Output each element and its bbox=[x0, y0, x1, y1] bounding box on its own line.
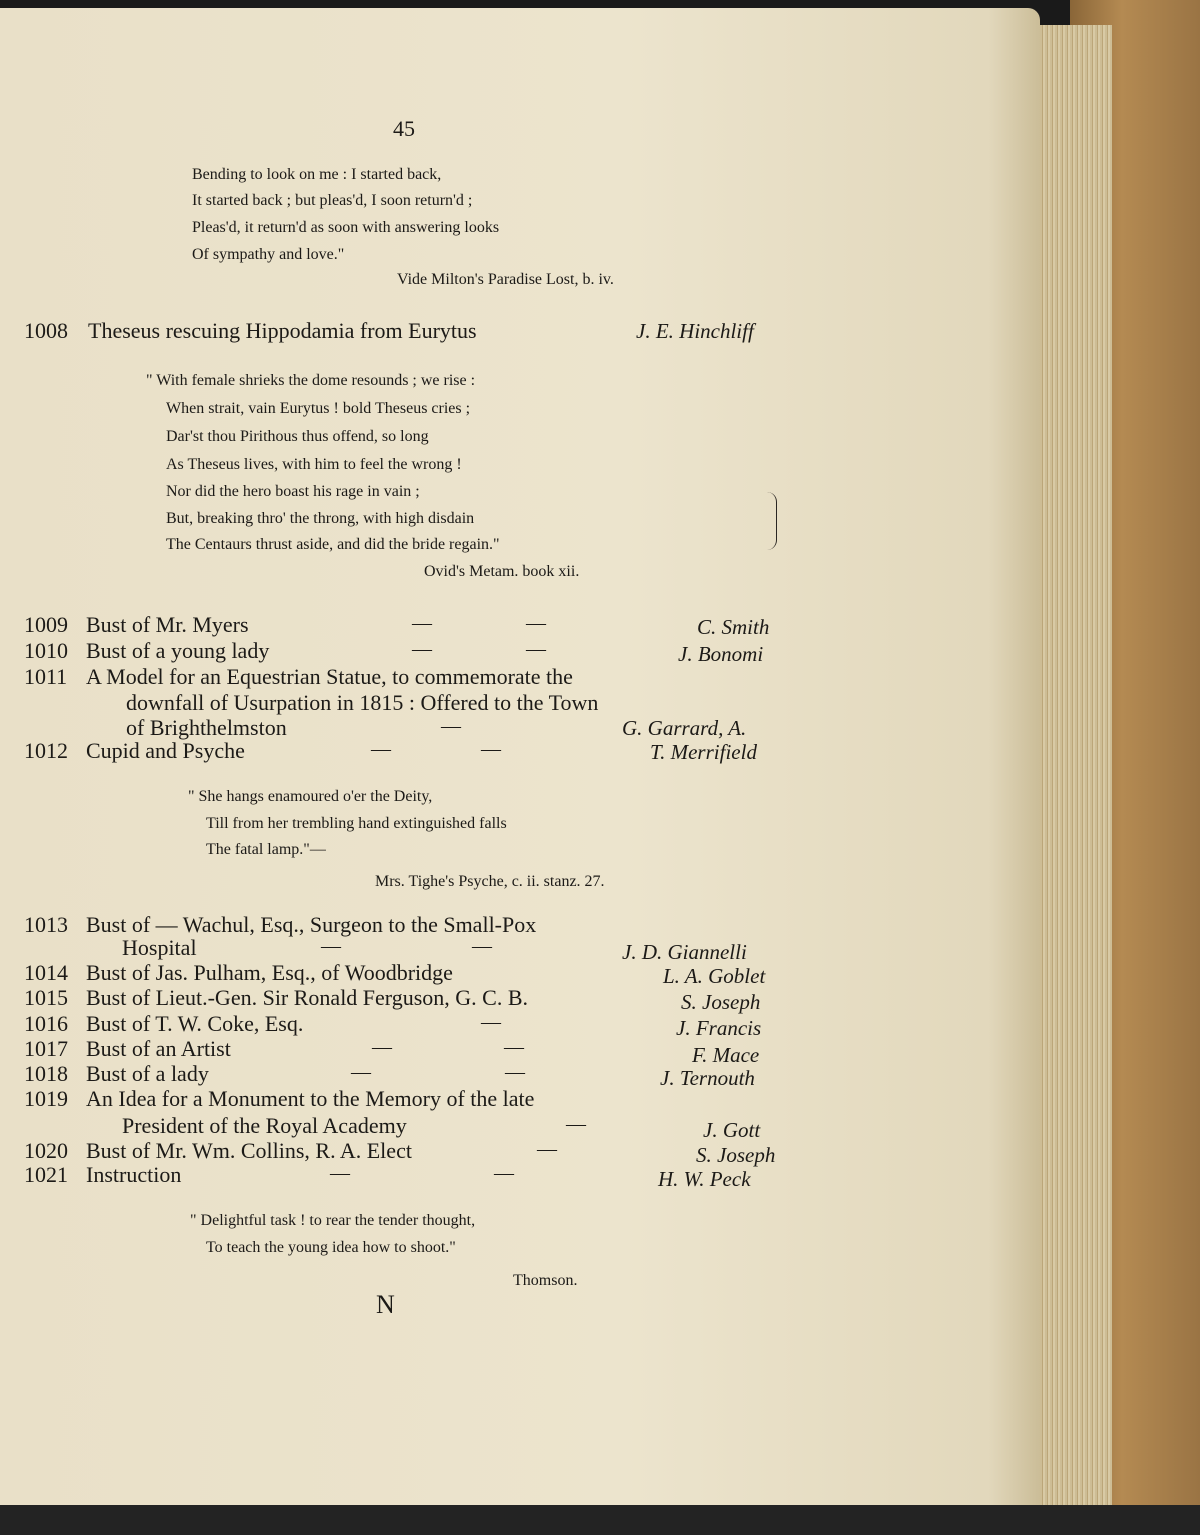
dash: — bbox=[494, 1162, 514, 1184]
entry-number: 1011 bbox=[24, 664, 68, 689]
entry-title-line: downfall of Usurpation in 1815 : Offered to the Town bbox=[126, 690, 599, 715]
entry-number: 1018 bbox=[24, 1061, 68, 1086]
quote2-line: But, breaking thro' the throng, with high disdain bbox=[166, 510, 475, 527]
entry-number: 1010 bbox=[24, 638, 68, 663]
entry-title-line: Hospital bbox=[122, 935, 197, 960]
quote2-source: Ovid's Metam. book xii. bbox=[424, 563, 580, 580]
dash: — bbox=[441, 715, 461, 737]
dash: — bbox=[505, 1061, 525, 1083]
quote4-line: To teach the young idea how to shoot." bbox=[206, 1239, 456, 1256]
dash: — bbox=[330, 1162, 350, 1184]
entry-title: Bust of a young lady bbox=[86, 638, 270, 663]
quote1-line: Pleas'd, it return'd as soon with answering looks bbox=[192, 219, 500, 236]
entry-title: Instruction bbox=[86, 1162, 182, 1187]
entry-artist: S. Joseph bbox=[681, 990, 761, 1014]
quote3-line: Till from her trembling hand extinguished falls bbox=[206, 815, 507, 832]
entry-number: 1019 bbox=[24, 1086, 68, 1111]
quote2-line: Dar'st thou Pirithous thus offend, so long bbox=[166, 428, 429, 445]
quote1-line: Of sympathy and love." bbox=[192, 246, 345, 263]
entry-artist: J. Bonomi bbox=[678, 642, 764, 666]
entry-title-line: President of the Royal Academy bbox=[122, 1113, 407, 1138]
quote3-line: " She hangs enamoured o'er the Deity, bbox=[188, 788, 433, 805]
quote2-line: As Theseus lives, with him to feel the wrong ! bbox=[166, 456, 462, 473]
dash: — bbox=[504, 1036, 524, 1058]
entry-title: Bust of Jas. Pulham, Esq., of Woodbridge bbox=[86, 960, 453, 985]
entry-title: Bust of an Artist bbox=[86, 1036, 231, 1061]
quote2-line: Nor did the hero boast his rage in vain ; bbox=[166, 483, 420, 500]
dash: — bbox=[412, 612, 432, 634]
quote2-line: The Centaurs thrust aside, and did the bride regain." bbox=[166, 536, 500, 553]
quote3-line: The fatal lamp."— bbox=[206, 841, 326, 858]
entry-number: 1012 bbox=[24, 738, 68, 763]
entry-number: 1015 bbox=[24, 985, 68, 1010]
quote1-source: Vide Milton's Paradise Lost, b. iv. bbox=[397, 271, 614, 288]
quote3-source: Mrs. Tighe's Psyche, c. ii. stanz. 27. bbox=[375, 873, 605, 890]
dash: — bbox=[371, 738, 391, 760]
entry-number: 1013 bbox=[24, 912, 68, 937]
quote1-line: It started back ; but pleas'd, I soon return'd ; bbox=[192, 192, 473, 209]
entry-artist: L. A. Goblet bbox=[663, 964, 766, 988]
entry-title-line: of Brighthelmston bbox=[126, 715, 287, 740]
entry-title: Bust of Mr. Myers bbox=[86, 612, 249, 637]
triplet-brace bbox=[766, 492, 777, 550]
dash: — bbox=[481, 738, 501, 760]
dash: — bbox=[526, 612, 546, 634]
dash: — bbox=[412, 638, 432, 660]
entry-number: 1017 bbox=[24, 1036, 68, 1061]
entry-title: Bust of Lieut.-Gen. Sir Ronald Ferguson, G. C. B. bbox=[86, 985, 529, 1010]
entry-artist: S. Joseph bbox=[696, 1143, 776, 1167]
entry-title: Cupid and Psyche bbox=[86, 738, 245, 763]
dash: — bbox=[526, 638, 546, 660]
dash: — bbox=[372, 1036, 392, 1058]
entry-number: 1009 bbox=[24, 612, 68, 637]
entry-title-line: Bust of — Wachul, Esq., Surgeon to the Small-Pox bbox=[86, 912, 537, 937]
quote4-line: " Delightful task ! to rear the tender thought, bbox=[190, 1212, 476, 1229]
entry-artist: C. Smith bbox=[697, 615, 770, 639]
entry-number: 1021 bbox=[24, 1162, 68, 1187]
entry-title: Theseus rescuing Hippodamia from Eurytus bbox=[88, 318, 477, 343]
dash: — bbox=[566, 1113, 586, 1135]
entry-title: Bust of Mr. Wm. Collins, R. A. Elect bbox=[86, 1138, 412, 1163]
quote2-line: When strait, vain Eurytus ! bold Theseus cries ; bbox=[166, 400, 471, 417]
book-page bbox=[0, 8, 1040, 1528]
dash: — bbox=[321, 935, 341, 957]
entry-artist: G. Garrard, A. bbox=[622, 716, 747, 740]
bottom-shadow bbox=[0, 1505, 1200, 1535]
entry-title-line: An Idea for a Monument to the Memory of the late bbox=[86, 1086, 535, 1111]
entry-artist: J. Ternouth bbox=[660, 1066, 755, 1090]
entry-artist: T. Merrifield bbox=[650, 740, 757, 764]
dash: — bbox=[481, 1011, 501, 1033]
quote1-line: Bending to look on me : I started back, bbox=[192, 166, 442, 183]
entry-artist: F. Mace bbox=[692, 1043, 760, 1067]
dash: — bbox=[351, 1061, 371, 1083]
entry-artist: H. W. Peck bbox=[658, 1167, 751, 1191]
entry-title: Bust of T. W. Coke, Esq. bbox=[86, 1011, 304, 1036]
signature-mark: N bbox=[376, 1290, 395, 1319]
entry-artist: J. Francis bbox=[676, 1016, 762, 1040]
entry-title-line: A Model for an Equestrian Statue, to commemorate the bbox=[86, 664, 573, 689]
entry-artist: J. Gott bbox=[703, 1118, 761, 1142]
entry-number: 1016 bbox=[24, 1011, 68, 1036]
page-number: 45 bbox=[393, 116, 415, 141]
entry-title: Bust of a lady bbox=[86, 1061, 209, 1086]
entry-artist: J. E. Hinchliff bbox=[636, 319, 754, 343]
quote2-line: " With female shrieks the dome resounds ; we rise : bbox=[146, 372, 476, 389]
entry-number: 1020 bbox=[24, 1138, 68, 1163]
entry-number: 1008 bbox=[24, 318, 68, 343]
dash: — bbox=[537, 1138, 557, 1160]
dash: — bbox=[472, 935, 492, 957]
entry-artist: J. D. Giannelli bbox=[622, 940, 747, 964]
quote4-source: Thomson. bbox=[513, 1272, 578, 1289]
entry-number: 1014 bbox=[24, 960, 68, 985]
